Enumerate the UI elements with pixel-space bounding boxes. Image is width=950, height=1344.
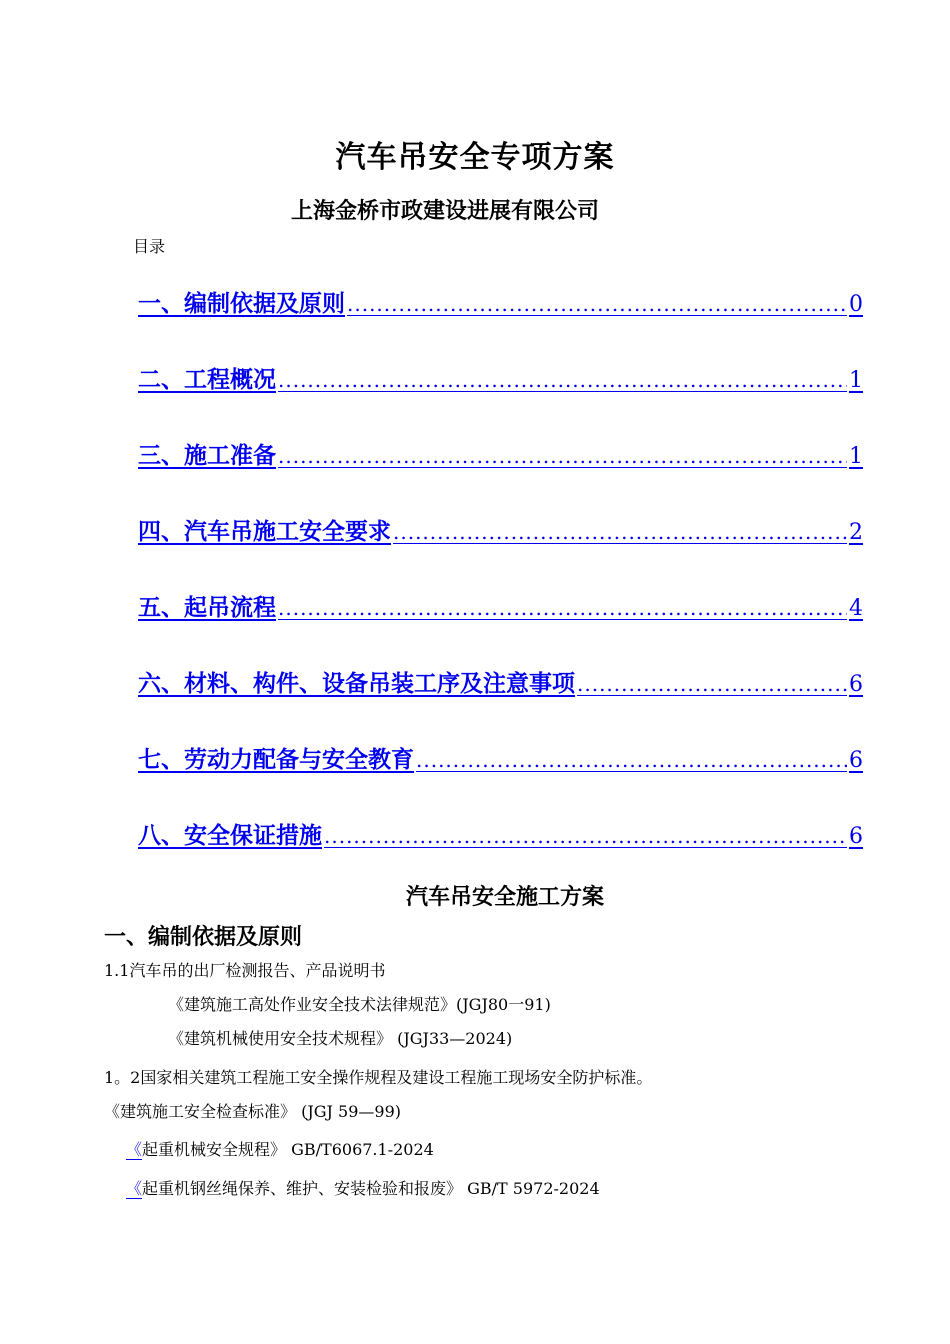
toc-leader-dots: [577, 672, 847, 696]
toc-item-7[interactable]: [138, 741, 863, 817]
basis-line: 1。2国家相关建筑工程施工安全操作规程及建设工程施工现场安全防护标准。: [104, 1068, 653, 1087]
toc-item-page: 1: [849, 444, 863, 469]
toc-item-label: 三、施工准备: [138, 442, 276, 469]
table-of-contents: [138, 285, 863, 893]
standard-line: [126, 1176, 600, 1199]
toc-leader-dots: [393, 520, 847, 544]
toc-item-4[interactable]: [138, 513, 863, 589]
standard-link[interactable]: 《: [126, 1179, 143, 1198]
toc-item-page: 2: [849, 520, 863, 545]
basis-line: 1.1汽车吊的出厂检测报告、产品说明书: [104, 961, 386, 980]
toc-leader-dots: [347, 292, 847, 316]
toc-item-label: 七、劳动力配备与安全教育: [138, 746, 414, 773]
toc-label: 目录: [133, 237, 166, 256]
toc-leader-dots: [278, 596, 847, 620]
toc-leader-dots: [416, 748, 847, 772]
toc-item-label: 六、材料、构件、设备吊装工序及注意事项: [138, 670, 575, 697]
toc-leader-dots: [278, 444, 847, 468]
basis-line: 《建筑施工安全检查标准》 (JGJ 59—99): [104, 1102, 401, 1121]
basis-line: 《建筑机械使用安全技术规程》 (JGJ33—2024): [168, 1029, 513, 1048]
standard-line: [126, 1137, 434, 1160]
toc-item-label: 二、工程概况: [138, 366, 276, 393]
document-title: 汽车吊安全专项方案: [335, 140, 615, 175]
toc-item-page: 0: [849, 292, 863, 317]
toc-item-3[interactable]: [138, 437, 863, 513]
standard-text: 起重机钢丝绳保养、维护、安装检验和报废》 GB/T 5972-2024: [142, 1179, 600, 1198]
section-heading: 一、编制依据及原则: [104, 924, 303, 950]
standard-link[interactable]: 《: [126, 1140, 143, 1159]
toc-item-page: 6: [849, 672, 863, 697]
toc-item-page: 6: [849, 748, 863, 773]
toc-item-2[interactable]: [138, 361, 863, 437]
standard-text: 起重机械安全规程》 GB/T6067.1-2024: [142, 1140, 434, 1159]
toc-item-5[interactable]: [138, 589, 863, 665]
toc-item-label: 一、编制依据及原则: [138, 290, 345, 317]
plan-title: 汽车吊安全施工方案: [405, 884, 604, 910]
company-name: 上海金桥市政建设进展有限公司: [290, 198, 599, 224]
toc-item-label: 四、汽车吊施工安全要求: [138, 518, 391, 545]
toc-leader-dots: [278, 368, 847, 392]
toc-item-label: 五、起吊流程: [138, 594, 276, 621]
toc-item-page: 6: [849, 824, 863, 849]
toc-leader-dots: [324, 824, 847, 848]
toc-item-6[interactable]: [138, 665, 863, 741]
toc-item-label: 八、安全保证措施: [138, 822, 322, 849]
toc-item-1[interactable]: [138, 285, 863, 361]
basis-line: 《建筑施工高处作业安全技术法律规范》(JGJ80一91): [168, 995, 551, 1014]
toc-item-page: 1: [849, 368, 863, 393]
toc-item-page: 4: [849, 596, 863, 621]
